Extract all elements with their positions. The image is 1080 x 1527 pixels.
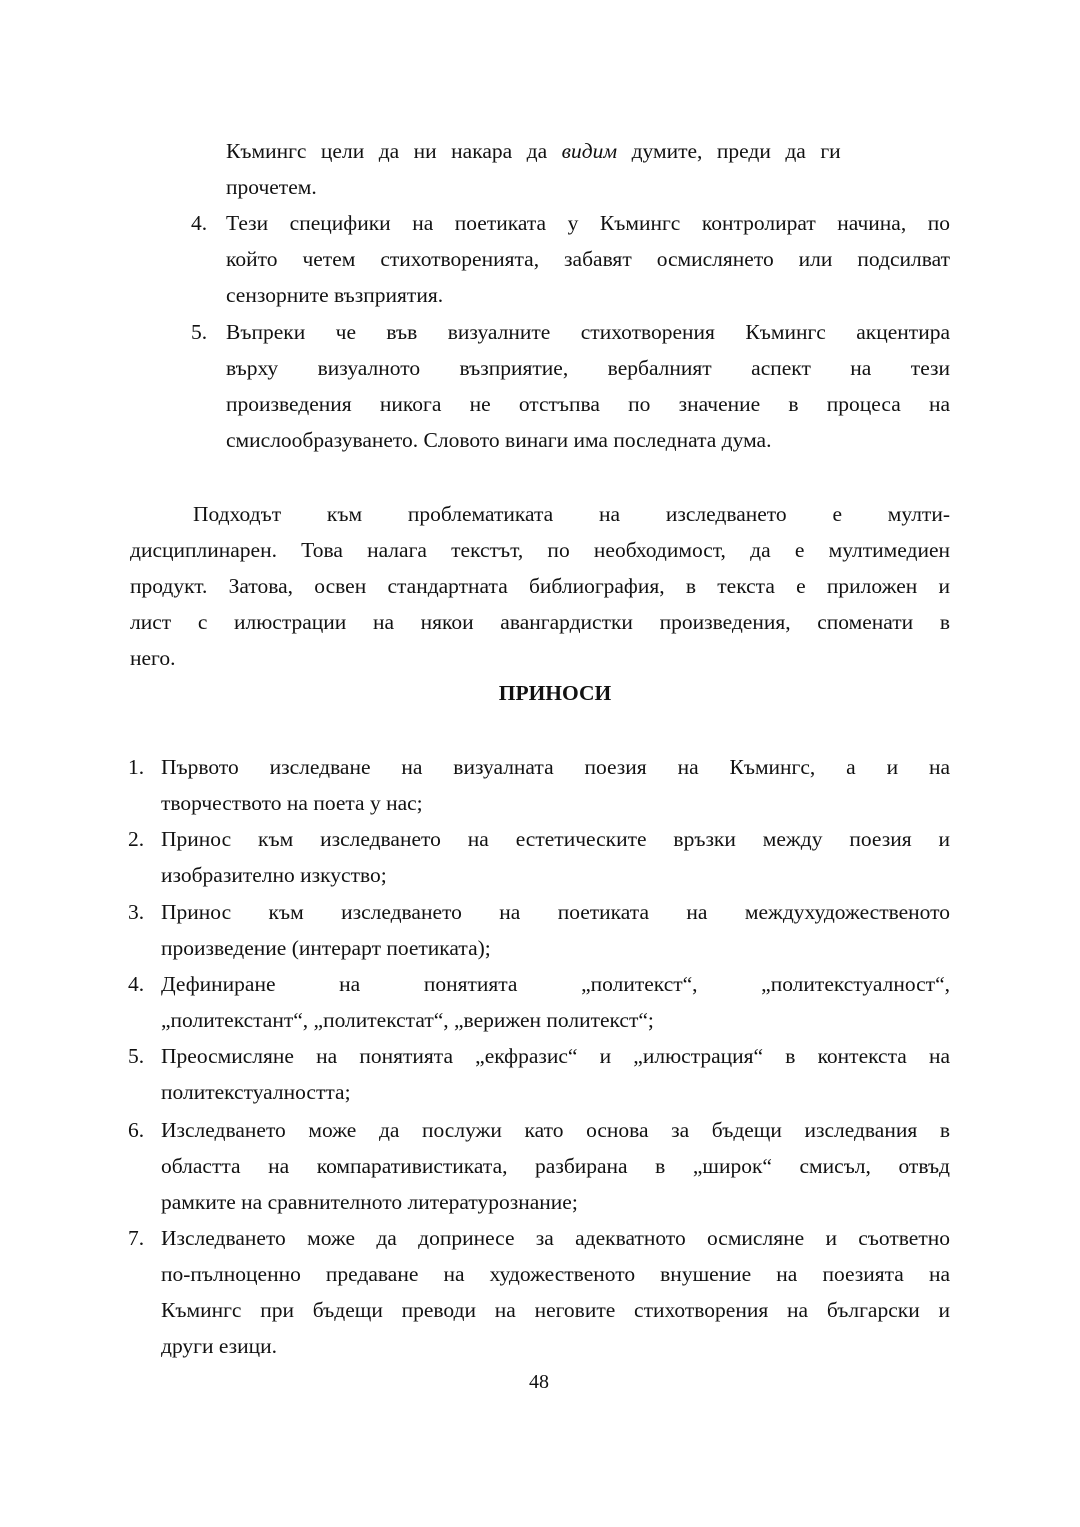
paragraph-line: Подходът към проблематиката на изследването е мулти- (193, 502, 950, 526)
list-item-number: 5. (128, 1044, 145, 1068)
list-item-line: смислообразуването. Словото винаги има последната дума. (226, 428, 772, 452)
list-item-line: Първото изследване на визуалната поезия на Къмингс, а и на (161, 755, 950, 779)
list-item-line: областта на компаративистиката, разбирана в „широк“ смисъл, отвъд (161, 1154, 950, 1178)
list-item-line: който четем стихотворенията, забавят осмислянето или подсилват (226, 247, 950, 271)
list-item-line: Въпреки че във визуалните стихотворения Къмингс акцентира (226, 320, 950, 344)
list-item-line: Дефиниране на понятията „политекст“, „политекстуалност“, (161, 972, 950, 996)
list-item-line: изобразително изкуство; (161, 863, 387, 887)
list-item-line: политекстуалността; (161, 1080, 351, 1104)
list-item-line: произведения никога не отстъпва по значение в процеса на (226, 392, 950, 416)
list-item-line: сензорните възприятия. (226, 283, 444, 307)
list-item-line: творчеството на поета у нас; (161, 791, 423, 815)
list-item-line: рамките на сравнителното литературознание; (161, 1190, 578, 1214)
list-item-number: 3. (128, 900, 145, 924)
list-item-line: Тези специфики на поетиката у Къмингс контролират начина, по (226, 211, 950, 235)
list-item-line: Изследването може да послужи като основа за бъдещи изследвания в (161, 1118, 950, 1142)
list-item-line: произведение (интерарт поетиката); (161, 936, 491, 960)
list-item-line: върху визуалното възприятие, вербалният аспект на тези (226, 356, 950, 380)
list-item-line: други езици. (161, 1334, 278, 1358)
list-item-continuation (226, 141, 841, 163)
paragraph-line: него. (130, 646, 176, 670)
list-item-number: 5. (191, 320, 208, 344)
list-item-line: Принос към изследването на естетическите връзки между поезия и (161, 827, 950, 851)
paragraph-line: дисциплинарен. Това налага текстът, по необходимост, да е мултимедиен (130, 538, 950, 562)
paragraph-line: продукт. Затова, освен стандартната библиография, в текста е приложен и (130, 574, 950, 598)
list-item-number: 1. (128, 755, 145, 779)
list-item-line: Принос към изследването на поетиката на междухудожественото (161, 900, 950, 924)
list-item-number: 7. (128, 1226, 145, 1250)
paragraph-line: лист с илюстрации на някои авангардистки произведения, споменати в (130, 610, 950, 634)
list-item-continuation-line: прочетем. (226, 175, 317, 199)
list-item-line: по-пълноценно предаване на художественото внушение на поезията на (161, 1262, 950, 1286)
list-item-line: Изследването може да допринесе за адекватното осмисляне и съответно (161, 1226, 950, 1250)
list-item-number: 2. (128, 827, 145, 851)
page-number: 48 (529, 1371, 549, 1393)
list-item-number: 4. (128, 972, 145, 996)
text-segment: думите, преди да ги (631, 139, 841, 163)
list-item-number: 6. (128, 1118, 145, 1142)
list-item-number: 4. (191, 211, 208, 235)
list-item-line: Преосмисляне на понятията „екфразис“ и „илюстрация“ в контекста на (161, 1044, 950, 1068)
italic-word: видим (561, 139, 618, 163)
list-item-line: „политекстант“, „политекстат“, „верижен политекст“; (161, 1008, 654, 1032)
section-heading: ПРИНОСИ (498, 681, 612, 705)
list-item-line: Къмингс при бъдещи преводи на неговите стихотворения на български и (161, 1298, 950, 1322)
text-segment: Къмингс цели да ни накара да (226, 139, 548, 163)
